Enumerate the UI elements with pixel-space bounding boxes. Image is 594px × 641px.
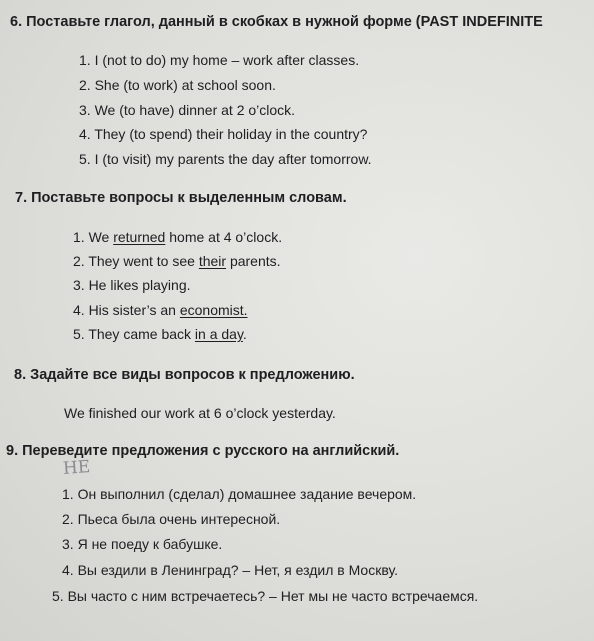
- section-6-item: 5. I (to visit) my parents the day after tomorrow.: [79, 151, 372, 167]
- section-8-sentence: We finished our work at 6 o’clock yesterday.: [64, 405, 336, 421]
- section-6-item: 4. They (to spend) their holiday in the country?: [79, 126, 368, 142]
- handwritten-note: НЕ: [62, 457, 91, 479]
- section-6-item: 3. We (to have) dinner at 2 o’clock.: [79, 102, 296, 118]
- section-9-item: 2. Пьеса была очень интересной.: [62, 511, 281, 527]
- section-6-item: 1. I (not to do) my home – work after classes.: [79, 52, 360, 68]
- section-7-item: 4. His sister’s an economist.: [73, 302, 248, 318]
- highlighted-word: economist.: [179, 302, 248, 318]
- section-8-heading: 8. Задайте все виды вопросов к предложению.: [14, 367, 355, 383]
- section-7-item: 3. He likes playing.: [73, 277, 191, 293]
- section-9-heading: 9. Переведите предложения с русского на английский.: [6, 443, 400, 459]
- highlighted-word: returned: [113, 229, 166, 245]
- section-7-item: 1. We returned home at 4 o’clock.: [73, 229, 283, 245]
- section-7-item: 5. They came back in a day.: [73, 326, 247, 342]
- section-9-item: 4. Вы ездили в Ленинград? – Нет, я ездил в Москву.: [62, 562, 398, 578]
- section-9-item: 1. Он выполнил (сделал) домашнее задание вечером.: [62, 486, 417, 502]
- section-6-heading: 6. Поставьте глагол, данный в скобках в нужной форме (PAST INDEFINITE: [10, 14, 543, 30]
- section-9-item: 3. Я не поеду к бабушке.: [62, 536, 223, 552]
- section-6-item: 2. She (to work) at school soon.: [79, 77, 276, 93]
- highlighted-word: in a day: [194, 326, 243, 342]
- section-7-heading: 7. Поставьте вопросы к выделенным словам.: [15, 190, 347, 206]
- section-9-item: 5. Вы часто с ним встречаетесь? – Нет мы не часто встречаемся.: [52, 588, 479, 604]
- section-7-item: 2. They went to see their parents.: [73, 253, 281, 269]
- highlighted-word: their: [198, 253, 227, 269]
